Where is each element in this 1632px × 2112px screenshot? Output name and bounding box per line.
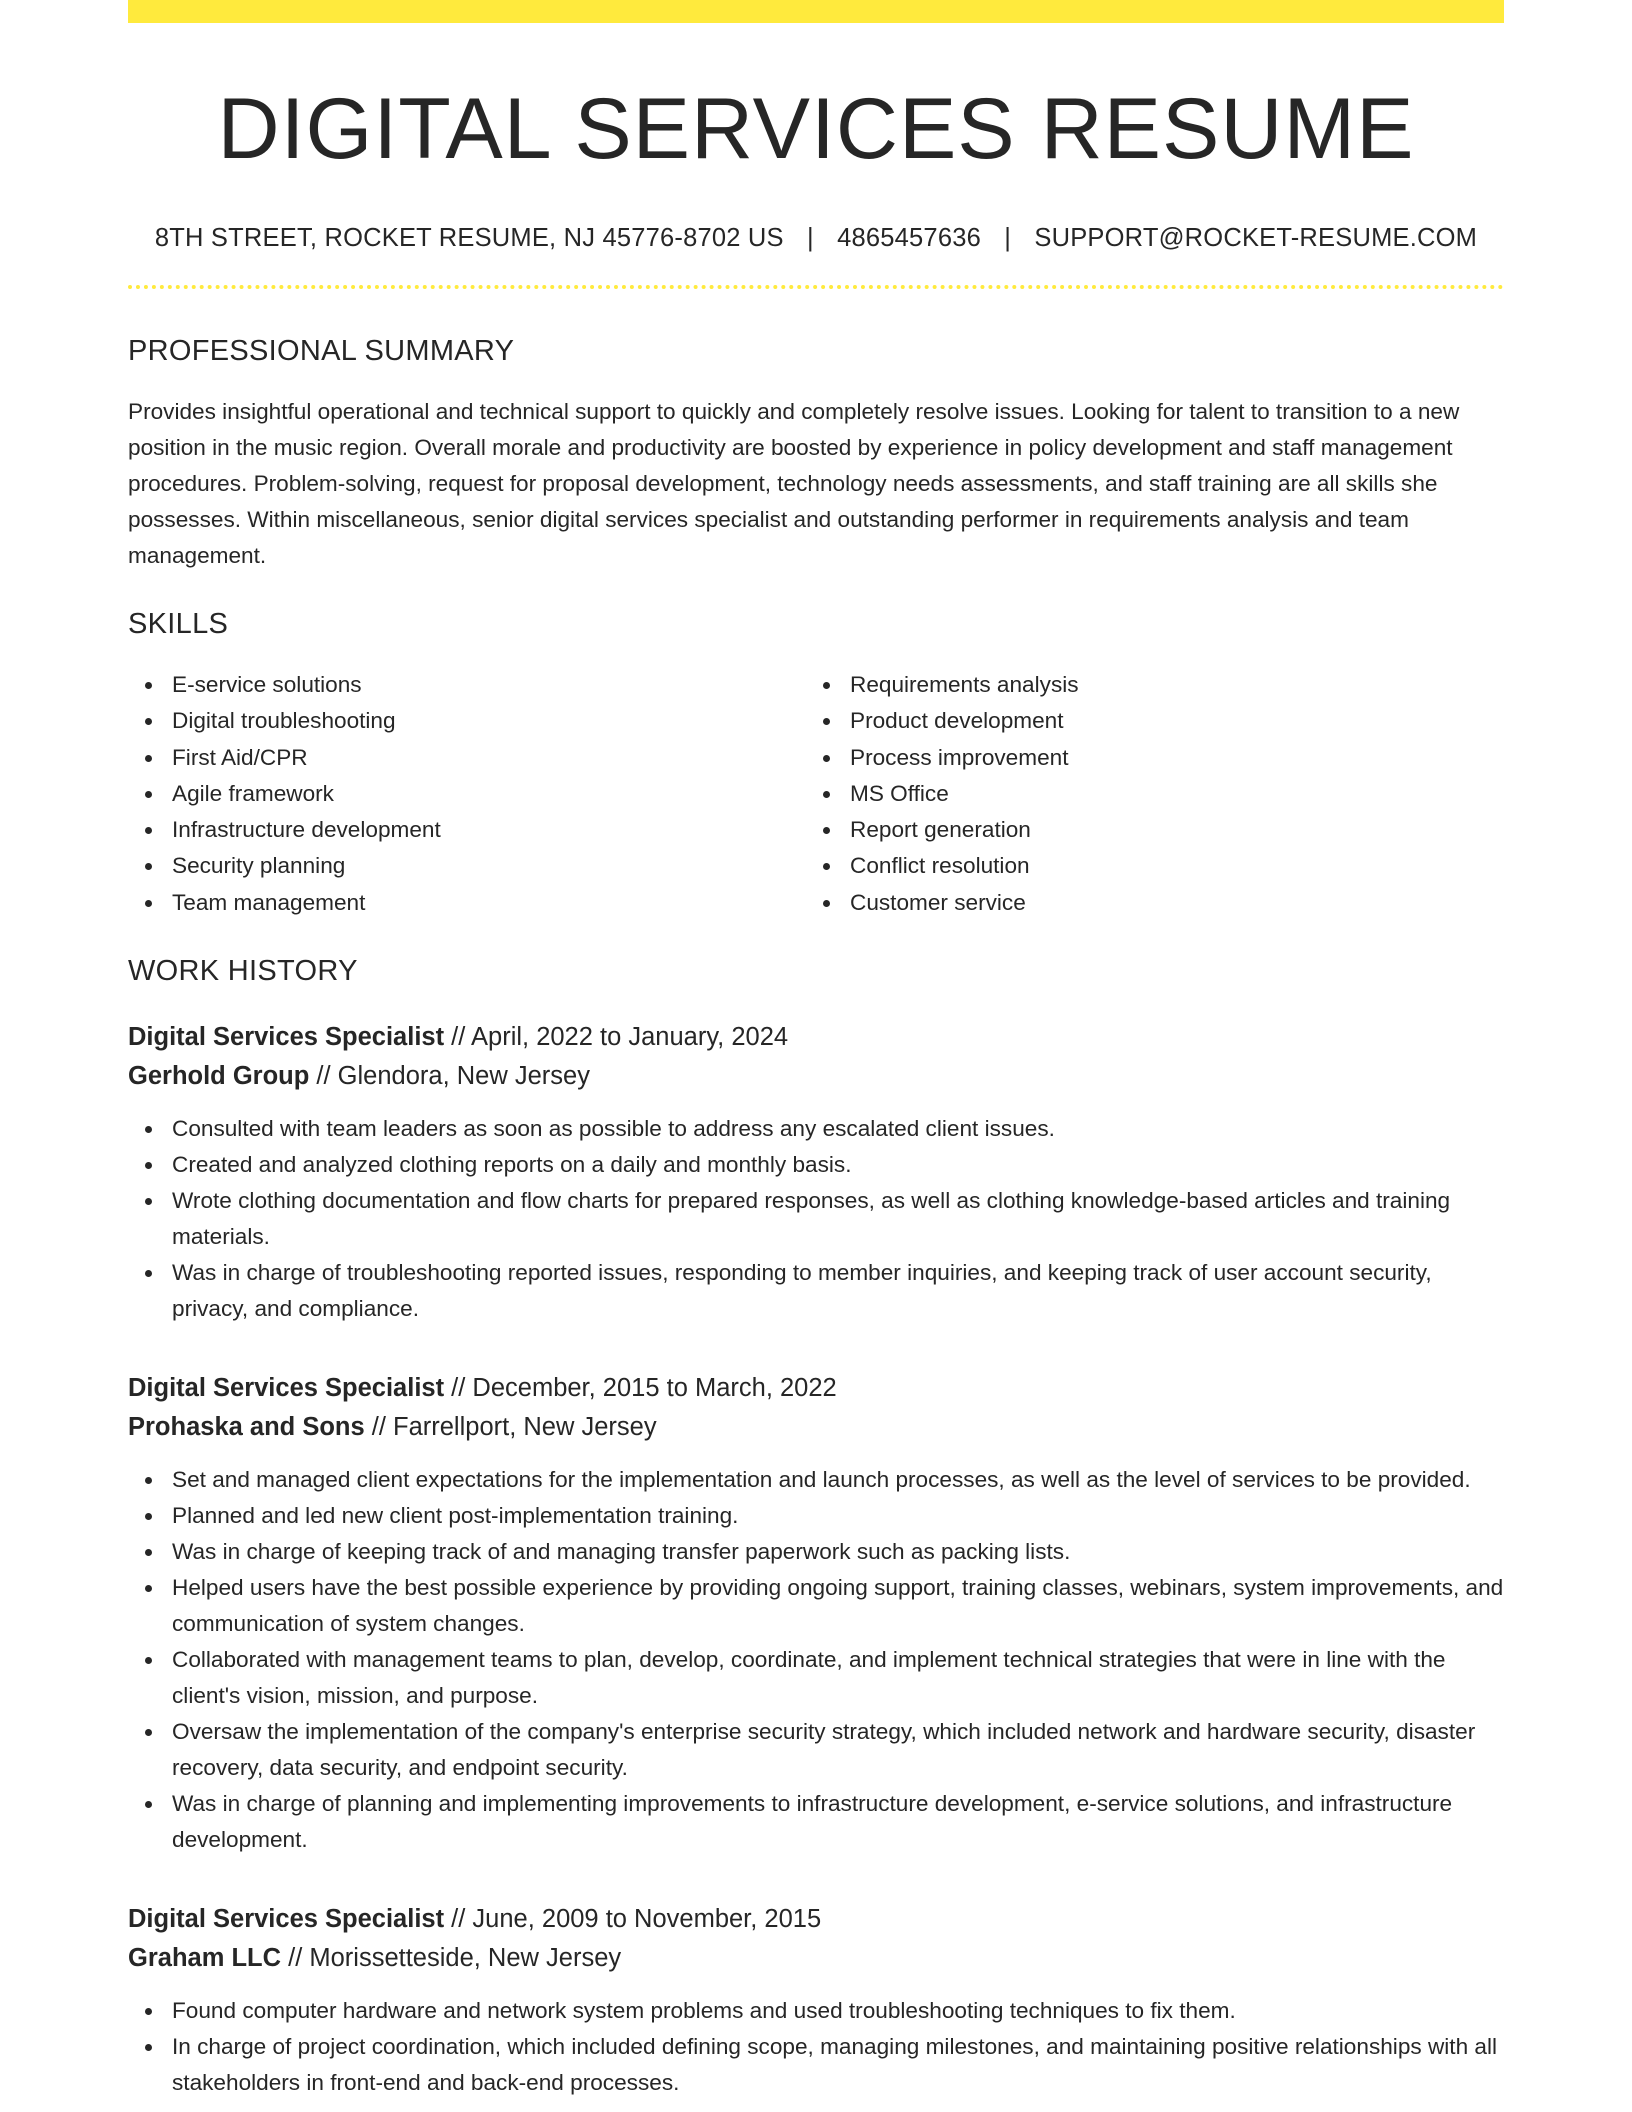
skill-item: Digital troubleshooting (172, 703, 806, 739)
accent-top-bar (128, 0, 1504, 23)
skills-column-right (806, 667, 1484, 921)
skill-item: Process improvement (850, 740, 1484, 776)
skill-item: Product development (850, 703, 1484, 739)
job-bullet: In charge of project coordination, which included defining scope, managing milestones, and maintaining positive relationships with all stakeholders in front-end and back-end processes. (172, 2029, 1504, 2101)
skill-item: Agile framework (172, 776, 806, 812)
job-dates: // December, 2015 to March, 2022 (444, 1374, 837, 1403)
job-title-line (128, 1369, 1504, 1408)
job-bullet: Created and analyzed clothing reports on a daily and monthly basis. (172, 1147, 1504, 1183)
job-bullets (128, 1111, 1504, 1327)
job-company: Prohaska and Sons (128, 1413, 365, 1442)
job-company: Gerhold Group (128, 1062, 310, 1091)
job-role: Digital Services Specialist (128, 1905, 445, 1934)
resume-title: DIGITAL SERVICES RESUME (217, 81, 1415, 177)
job-bullet: Wrote clothing documentation and flow charts for prepared responses, as well as clothing knowledge-based articles and training materials. (172, 1183, 1504, 1255)
job-company-line (128, 1939, 1504, 1978)
job-company: Graham LLC (128, 1944, 282, 1973)
skills-column-left (128, 667, 806, 921)
job-bullet: Helped users have the best possible experience by providing ongoing support, training classes, webinars, system improvements, and communication of system changes. (172, 1570, 1504, 1642)
job-bullet: Was in charge of troubleshooting reported issues, responding to member inquiries, and keeping track of user account security, privacy, and compliance. (172, 1255, 1504, 1327)
skills-heading: SKILLS (128, 608, 229, 640)
job-role: Digital Services Specialist (128, 1023, 445, 1052)
contact-line (128, 224, 1504, 253)
contact-email: SUPPORT@ROCKET-RESUME.COM (1034, 224, 1478, 252)
job-bullet: Oversaw the implementation of the company's enterprise security strategy, which included network and hardware security, disaster recovery, data security, and endpoint security. (172, 1714, 1504, 1786)
work-history-heading: WORK HISTORY (128, 955, 358, 988)
job-dates: // April, 2022 to January, 2024 (444, 1023, 789, 1052)
skill-item: Team management (172, 885, 806, 921)
skill-item: MS Office (850, 776, 1484, 812)
job-bullet: Was in charge of keeping track of and managing transfer paperwork such as packing lists. (172, 1534, 1504, 1570)
resume-page (128, 0, 1504, 2101)
job-entry (128, 1018, 1504, 1327)
contact-separator: | (807, 224, 814, 252)
job-company-line (128, 1057, 1504, 1096)
skill-item: Security planning (172, 848, 806, 884)
skills-list (128, 667, 1504, 921)
skill-item: Customer service (850, 885, 1484, 921)
skill-item: Infrastructure development (172, 812, 806, 848)
job-title-line (128, 1018, 1504, 1057)
summary-text: Provides insightful operational and technical support to quickly and completely resolve issues. Looking for talent to transition to a new position in the music region. Overall morale and productivity are boosted by experience in policy development and staff management procedures. Problem-solving, request for proposal development, technology needs assessments, and staff training are all skills she possesses. Within miscellaneous, senior digital services specialist and outstanding performer in requirements analysis and team management. (128, 399, 1460, 568)
job-dates: // June, 2009 to November, 2015 (444, 1905, 822, 1934)
job-bullet: Was in charge of planning and implementing improvements to infrastructure development, e-service solutions, and infrastructure development. (172, 1786, 1504, 1858)
skill-item: E-service solutions (172, 667, 806, 703)
skill-item: First Aid/CPR (172, 740, 806, 776)
skill-item: Report generation (850, 812, 1484, 848)
job-bullet: Collaborated with management teams to plan, develop, coordinate, and implement technical strategies that were in line with the client's vision, mission, and purpose. (172, 1642, 1504, 1714)
job-bullet: Consulted with team leaders as soon as possible to address any escalated client issues. (172, 1111, 1504, 1147)
job-entry (128, 1900, 1504, 2101)
job-bullet: Found computer hardware and network system problems and used troubleshooting techniques to fix them. (172, 1993, 1504, 2029)
dotted-divider (128, 285, 1504, 289)
job-company-line (128, 1408, 1504, 1447)
contact-address: 8TH STREET, ROCKET RESUME, NJ 45776-8702 US (154, 224, 784, 252)
contact-phone: 4865457636 (837, 224, 981, 252)
job-role: Digital Services Specialist (128, 1374, 445, 1403)
job-location: // Farrellport, New Jersey (364, 1413, 657, 1442)
job-location: // Morissetteside, New Jersey (281, 1944, 622, 1973)
job-bullets (128, 1993, 1504, 2101)
contact-separator: | (1004, 224, 1012, 252)
job-title-line (128, 1900, 1504, 1939)
job-bullet: Planned and led new client post-implementation training. (172, 1498, 1504, 1534)
summary-heading: PROFESSIONAL SUMMARY (128, 335, 515, 367)
job-location: // Glendora, New Jersey (309, 1062, 590, 1091)
skill-item: Requirements analysis (850, 667, 1484, 703)
job-bullets (128, 1462, 1504, 1858)
skill-item: Conflict resolution (850, 848, 1484, 884)
job-bullet: Set and managed client expectations for the implementation and launch processes, as well as the level of services to be provided. (172, 1462, 1504, 1498)
job-entry (128, 1369, 1504, 1858)
